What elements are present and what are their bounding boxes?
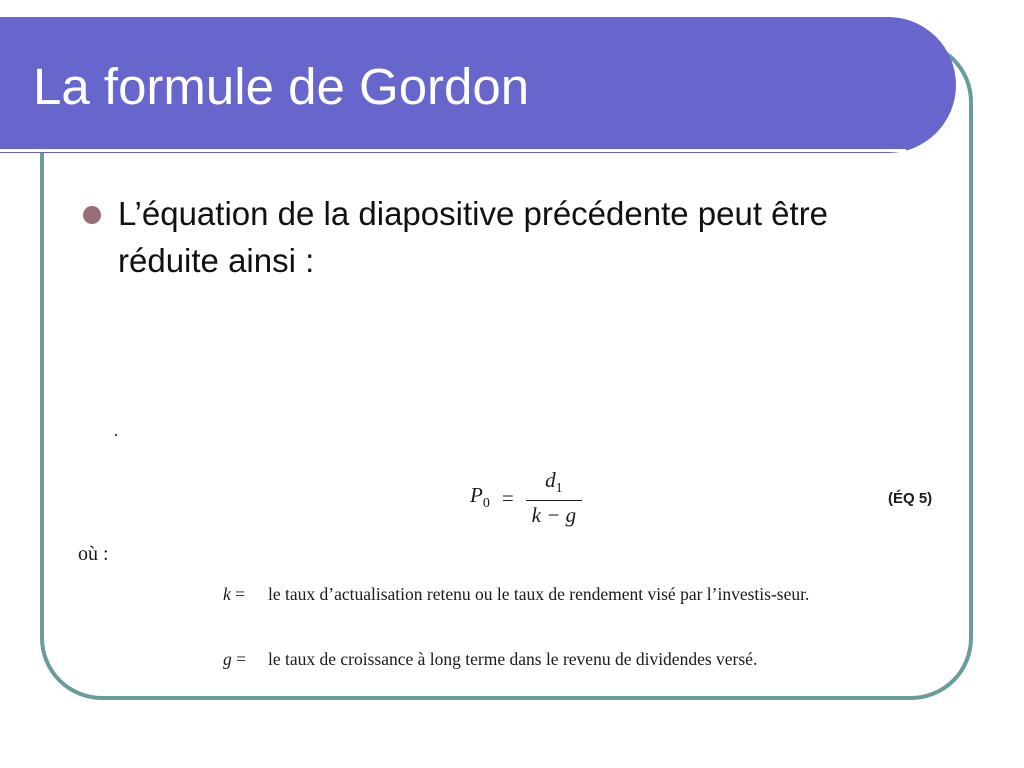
gordon-formula [470,468,582,528]
equation-image [60,420,950,678]
formula-lhs-sub: 0 [482,496,490,512]
definitions-intro: où : [78,543,109,565]
definition-k-letter: k [223,584,231,604]
definition-k-symbol [223,583,245,606]
slide-title: La formule de Gordon [33,58,530,115]
bullet-text: L’équation de la diapositive précédente peut être réduite ainsi : [118,195,829,279]
definition-k [223,583,923,606]
definition-k-equals: = [235,584,246,604]
formula-numerator [539,468,569,499]
title-bar [0,17,956,153]
definition-g-text: le taux de croissance à long terme dans le revenu de dividendes versé. [268,649,758,669]
definition-g-letter: g [223,649,232,669]
definition-g-equals: = [236,649,246,669]
formula-lhs-base: P [470,483,483,508]
formula-lhs [470,483,490,512]
formula-equals: = [501,485,514,510]
formula-numerator-sub: 1 [555,481,563,497]
formula-numerator-base: d [545,468,556,493]
definition-k-text: le taux d’actualisation retenu ou le taux de rendement visé par l’investis-seur. [268,584,810,604]
definition-g-symbol [223,648,246,671]
bullet-item [83,190,923,284]
stray-mark: · [113,425,119,445]
bullet-icon [83,206,101,224]
formula-fraction [526,468,583,527]
formula-denominator: k − g [526,500,583,528]
title-underline [0,149,906,152]
equation-reference: (ÉQ 5) [888,490,933,507]
definition-g [223,648,923,671]
